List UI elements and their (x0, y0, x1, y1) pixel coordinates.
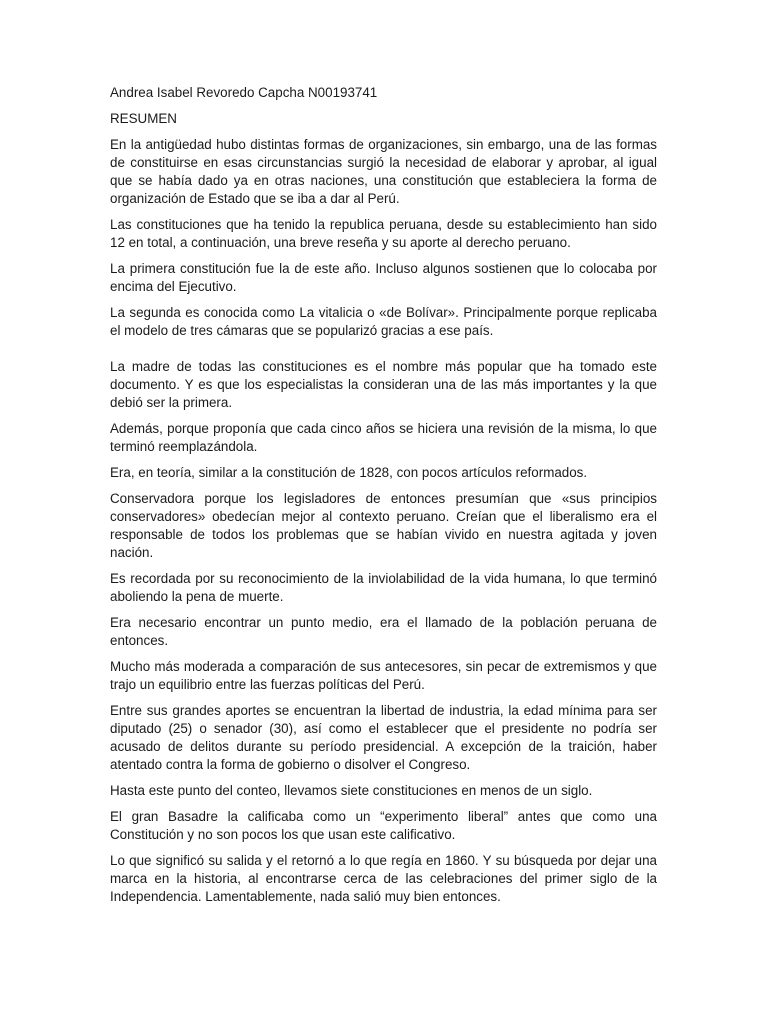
paragraph: Era, en teoría, similar a la constitución de 1828, con pocos artículos reformados. (110, 465, 588, 480)
paragraph: Es recordada por su reconocimiento de la inviolabilidad de la vida humana, lo que terminó aboliendo la pena de muerte. (110, 571, 657, 604)
paragraph: Conservadora porque los legisladores de entonces presumían que «sus principios conservadores» obedecían mejor al contexto peruano. Creían que el liberalismo era el responsable de todos los problemas que se habían vivido en nuestra agitada y joven nación. (110, 491, 657, 560)
paragraph: La madre de todas las constituciones es el nombre más popular que ha tomado este documento. Y es que los especialistas la consideran una de las más importantes y la que debió ser la primera. (110, 359, 657, 410)
paragraph: Entre sus grandes aportes se encuentran la libertad de industria, la edad mínima para ser diputado (25) o senador (30), así como el establecer que el presidente no podría ser acusado de delitos durante su período presidencial. A excepción de la traición, haber atentado contra la forma de gobierno o disolver el Congreso. (110, 703, 657, 772)
author-line: Andrea Isabel Revoredo Capcha N00193741 (110, 85, 378, 100)
paragraph: Las constituciones que ha tenido la republica peruana, desde su establecimiento han sido 12 en total, a continuación, una breve reseña y su aporte al derecho peruano. (110, 217, 657, 250)
paragraph: La segunda es conocida como La vitalicia o «de Bolívar». Principalmente porque replicaba el modelo de tres cámaras que se popularizó gracias a ese país. (110, 305, 657, 338)
paragraph: Además, porque proponía que cada cinco años se hiciera una revisión de la misma, lo que terminó reemplazándola. (110, 421, 657, 454)
paragraph: Lo que significó su salida y el retornó a lo que regía en 1860. Y su búsqueda por dejar una marca en la historia, al encontrarse cerca de las celebraciones del primer siglo de la Independencia. Lamentablemente, nada salió muy bien entonces. (110, 853, 657, 904)
paragraph: En la antigüedad hubo distintas formas de organizaciones, sin embargo, una de las formas de constituirse en esas circunstancias surgió la necesidad de elaborar y aprobar, al igual que se había dado ya en otras naciones, una constitución que estableciera la forma de organización de Estado que se iba a dar al Perú. (110, 137, 657, 206)
paragraph: Mucho más moderada a comparación de sus antecesores, sin pecar de extremismos y que trajo un equilibrio entre las fuerzas políticas del Perú. (110, 659, 657, 692)
document-body (110, 84, 657, 914)
paragraph: La primera constitución fue la de este año. Incluso algunos sostienen que lo colocaba por encima del Ejecutivo. (110, 261, 657, 294)
paragraph: Hasta este punto del conteo, llevamos siete constituciones en menos de un siglo. (110, 783, 593, 798)
summary-heading: RESUMEN (110, 111, 177, 126)
paragraph: El gran Basadre la calificaba como un “experimento liberal” antes que como una Constitución y no son pocos los que usan este calificativo. (110, 809, 657, 842)
paragraph: Era necesario encontrar un punto medio, era el llamado de la población peruana de entonces. (110, 615, 657, 648)
